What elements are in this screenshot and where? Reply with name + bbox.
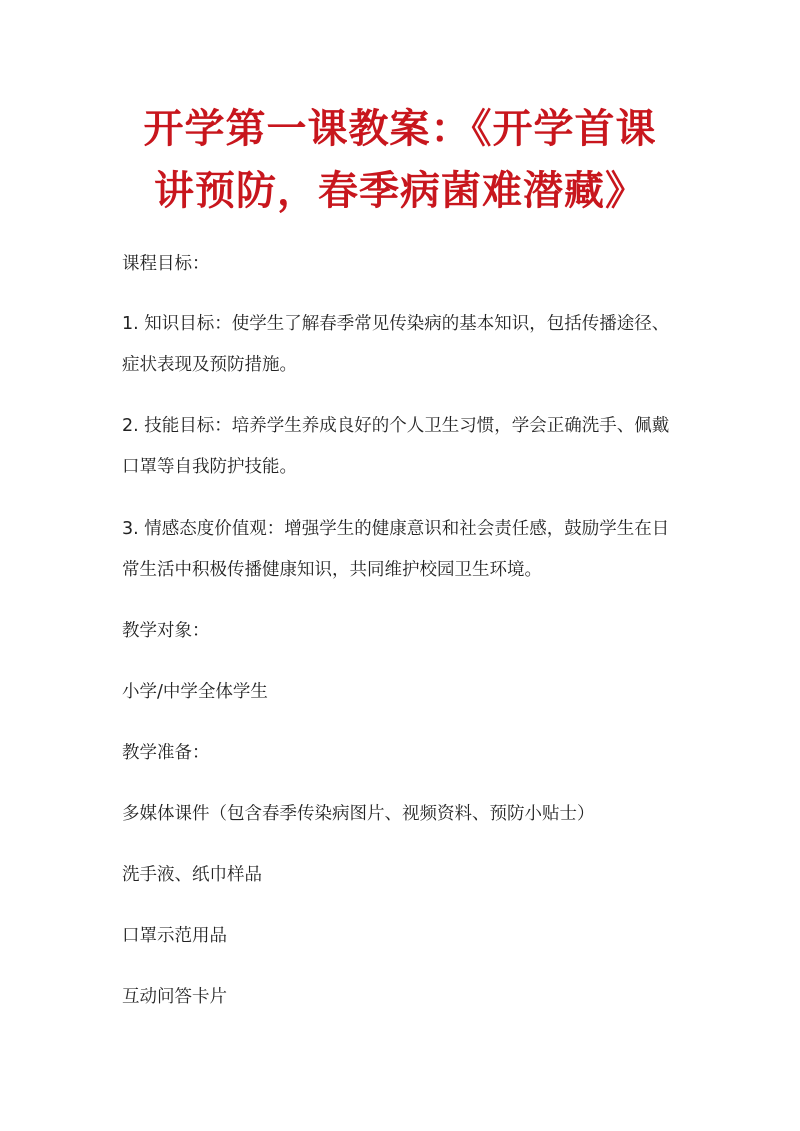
objective-attitude: 3. 情感态度价值观：增强学生的健康意识和社会责任感，鼓励学生在日常生活中积极传播健康知识，共同维护校园卫生环境。 [122,519,670,580]
preparation-heading: 教学准备： [122,743,210,763]
document-title [100,98,700,222]
objective-skill: 2. 技能目标：培养学生养成良好的个人卫生习惯，学会正确洗手、佩戴口罩等自我防护技能。 [122,416,670,477]
preparation-item-cards: 互动问答卡片 [122,987,227,1007]
objectives-heading: 课程目标： [122,254,210,274]
preparation-item-multimedia: 多媒体课件（包含春季传染病图片、视频资料、预防小贴士） [122,804,595,824]
objective-knowledge: 1. 知识目标：使学生了解春季常见传染病的基本知识，包括传播途径、症状表现及预防措施。 [122,314,670,375]
audience-heading: 教学对象： [122,621,210,641]
preparation-item-mask: 口罩示范用品 [122,926,227,946]
title-line-1: 开学第一课教案：《开学首课 [143,106,657,152]
audience-text: 小学/中学全体学生 [122,682,268,702]
title-line-2: 讲预防，春季病菌难潜藏》 [154,168,646,214]
preparation-item-handwash: 洗手液、纸巾样品 [122,865,262,885]
